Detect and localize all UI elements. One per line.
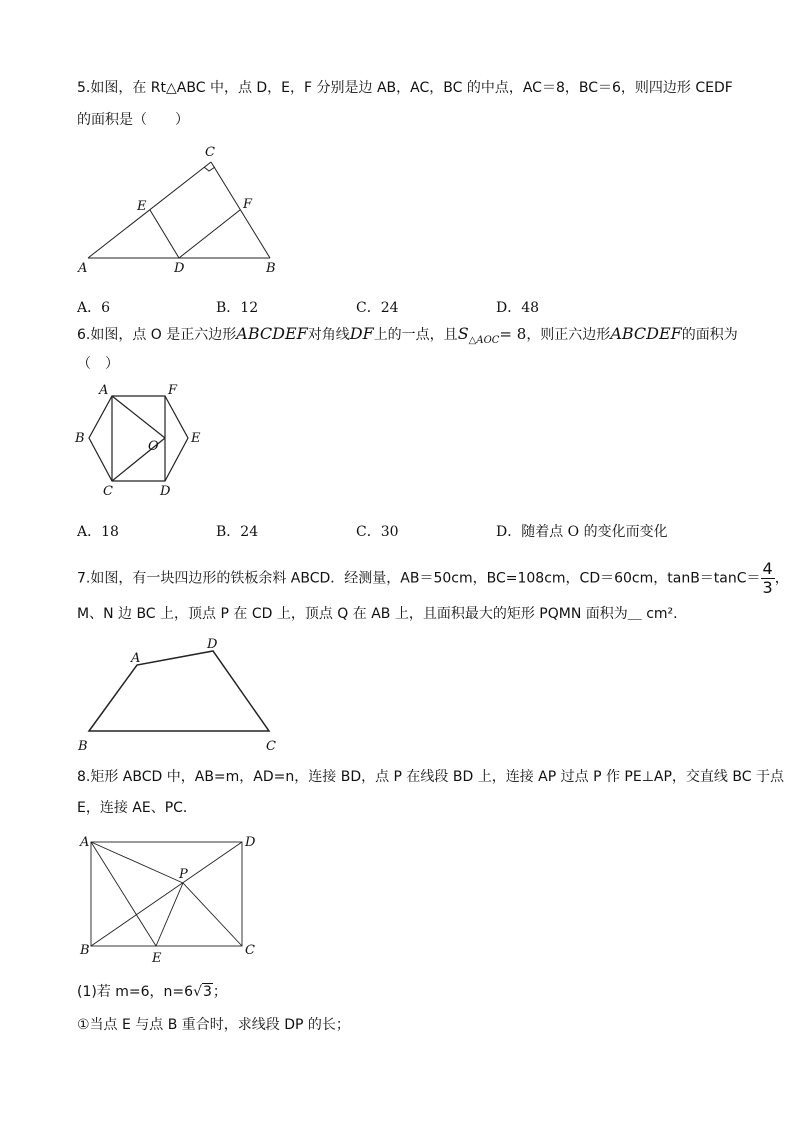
q8-label-b: B (80, 943, 90, 958)
q6-label-a: A (99, 383, 109, 398)
q8-stem-line2: E，连接 AE、PC． (77, 800, 197, 816)
q7-stem-text: 7.如图，有一块四边形的铁板余料 ABCD．经测量，AB＝50cm，BC=108cm，CD＝60cm，tanB＝tanC＝ (77, 570, 761, 587)
q6-stem-line1 (77, 324, 738, 351)
q6-stem-part-a: 6.如图，点 O 是正六边形 (77, 327, 237, 343)
q8-sub1-prefix: (1)若 m=6，n=6 (77, 984, 194, 1000)
q8-label-e: E (152, 951, 162, 966)
q7-fraction-denominator: 3 (762, 578, 773, 597)
q7-label-b: B (78, 739, 88, 754)
q8-label-c: C (245, 943, 255, 958)
q5-stem-line1: 5.如图，在 Rt△ABC 中，点 D，E，F 分别是边 AB，AC，BC 的中点，AC＝8，BC＝6，则四边形 CEDF (77, 80, 733, 96)
q6-label-e: E (191, 431, 201, 446)
q6-stem-part-b: 对角线 (307, 327, 350, 343)
q7-fraction-numerator: 4 (762, 559, 773, 578)
q6-option-d: D．随着点 O 的变化而变化 (496, 524, 668, 540)
q5-stem-line2: 的面积是（ ） (77, 112, 189, 128)
q6-stem-part-c: 上的一点，且 (373, 327, 458, 343)
q7-stem-line2: M、N 边 BC 上，顶点 P 在 CD 上，顶点 Q 在 AB 上，且面积最大的矩形 PQMN 面积为＿ cm². (77, 606, 678, 622)
q5-option-b: B．12 (216, 300, 259, 316)
q6-label-d: D (160, 484, 171, 499)
q6-area-subscript: △AOC (468, 334, 500, 346)
q7-label-d: D (207, 637, 218, 652)
q5-option-d: D．48 (496, 300, 540, 316)
q8-rectangle-figure (75, 828, 265, 968)
q5-label-e: E (137, 199, 147, 214)
q5-triangle-figure (70, 140, 300, 280)
q6-option-a: A．18 (77, 524, 119, 540)
q6-hexagon-name-2: ABCDEF (610, 324, 682, 343)
q7-stem-end: ， (774, 570, 789, 587)
q7-label-c: C (266, 739, 276, 754)
q8-sub1-item1: ①当点 E 与点 B 重合时，求线段 DP 的长； (77, 1017, 350, 1033)
q6-label-f: F (168, 383, 178, 398)
q6-diagonal-name: DF (349, 324, 374, 343)
q8-sqrt-radicand: 3 (203, 984, 212, 1000)
q8-sub1-condition (77, 982, 227, 1002)
q8-stem-line1: 8.矩形 ABCD 中，AB=m，AD=n，连接 BD，点 P 在线段 BD 上，连接 AP 过点 P 作 PE⊥AP，交直线 BC 于点 (77, 769, 784, 785)
q8-sqrt-sign: √ (193, 984, 202, 1000)
q8-sub1-suffix: ； (212, 984, 227, 1000)
q6-stem-part-e: 的面积为 (681, 327, 738, 343)
q8-label-a: A (80, 835, 90, 850)
q6-hexagon-figure (70, 378, 220, 503)
q6-label-b: B (75, 431, 85, 446)
q6-stem-part-d: ，则正六边形 (526, 327, 611, 343)
q6-label-c: C (103, 484, 113, 499)
q6-area-symbol: S (457, 324, 469, 343)
q7-quadrilateral-figure (70, 632, 290, 757)
q5-label-f: F (243, 197, 253, 212)
q5-label-a: A (78, 261, 88, 276)
q7-stem-line1 (77, 560, 789, 597)
q8-label-p: P (179, 867, 188, 882)
q6-option-b: B．24 (216, 524, 259, 540)
q6-hexagon-name: ABCDEF (236, 324, 308, 343)
q5-option-c: C．24 (356, 300, 399, 316)
q7-label-a: A (131, 651, 141, 666)
q6-area-value: = 8 (499, 325, 527, 343)
q5-label-b: B (266, 261, 276, 276)
q5-label-d: D (174, 261, 185, 276)
q5-option-a: A．6 (77, 300, 111, 316)
q6-option-c: C．30 (356, 524, 399, 540)
q6-label-o: O (148, 439, 159, 454)
q5-label-c: C (205, 145, 215, 160)
q8-label-d: D (245, 835, 256, 850)
q7-tan-fraction (761, 560, 775, 597)
q6-stem-line2: （ ） (77, 356, 119, 372)
